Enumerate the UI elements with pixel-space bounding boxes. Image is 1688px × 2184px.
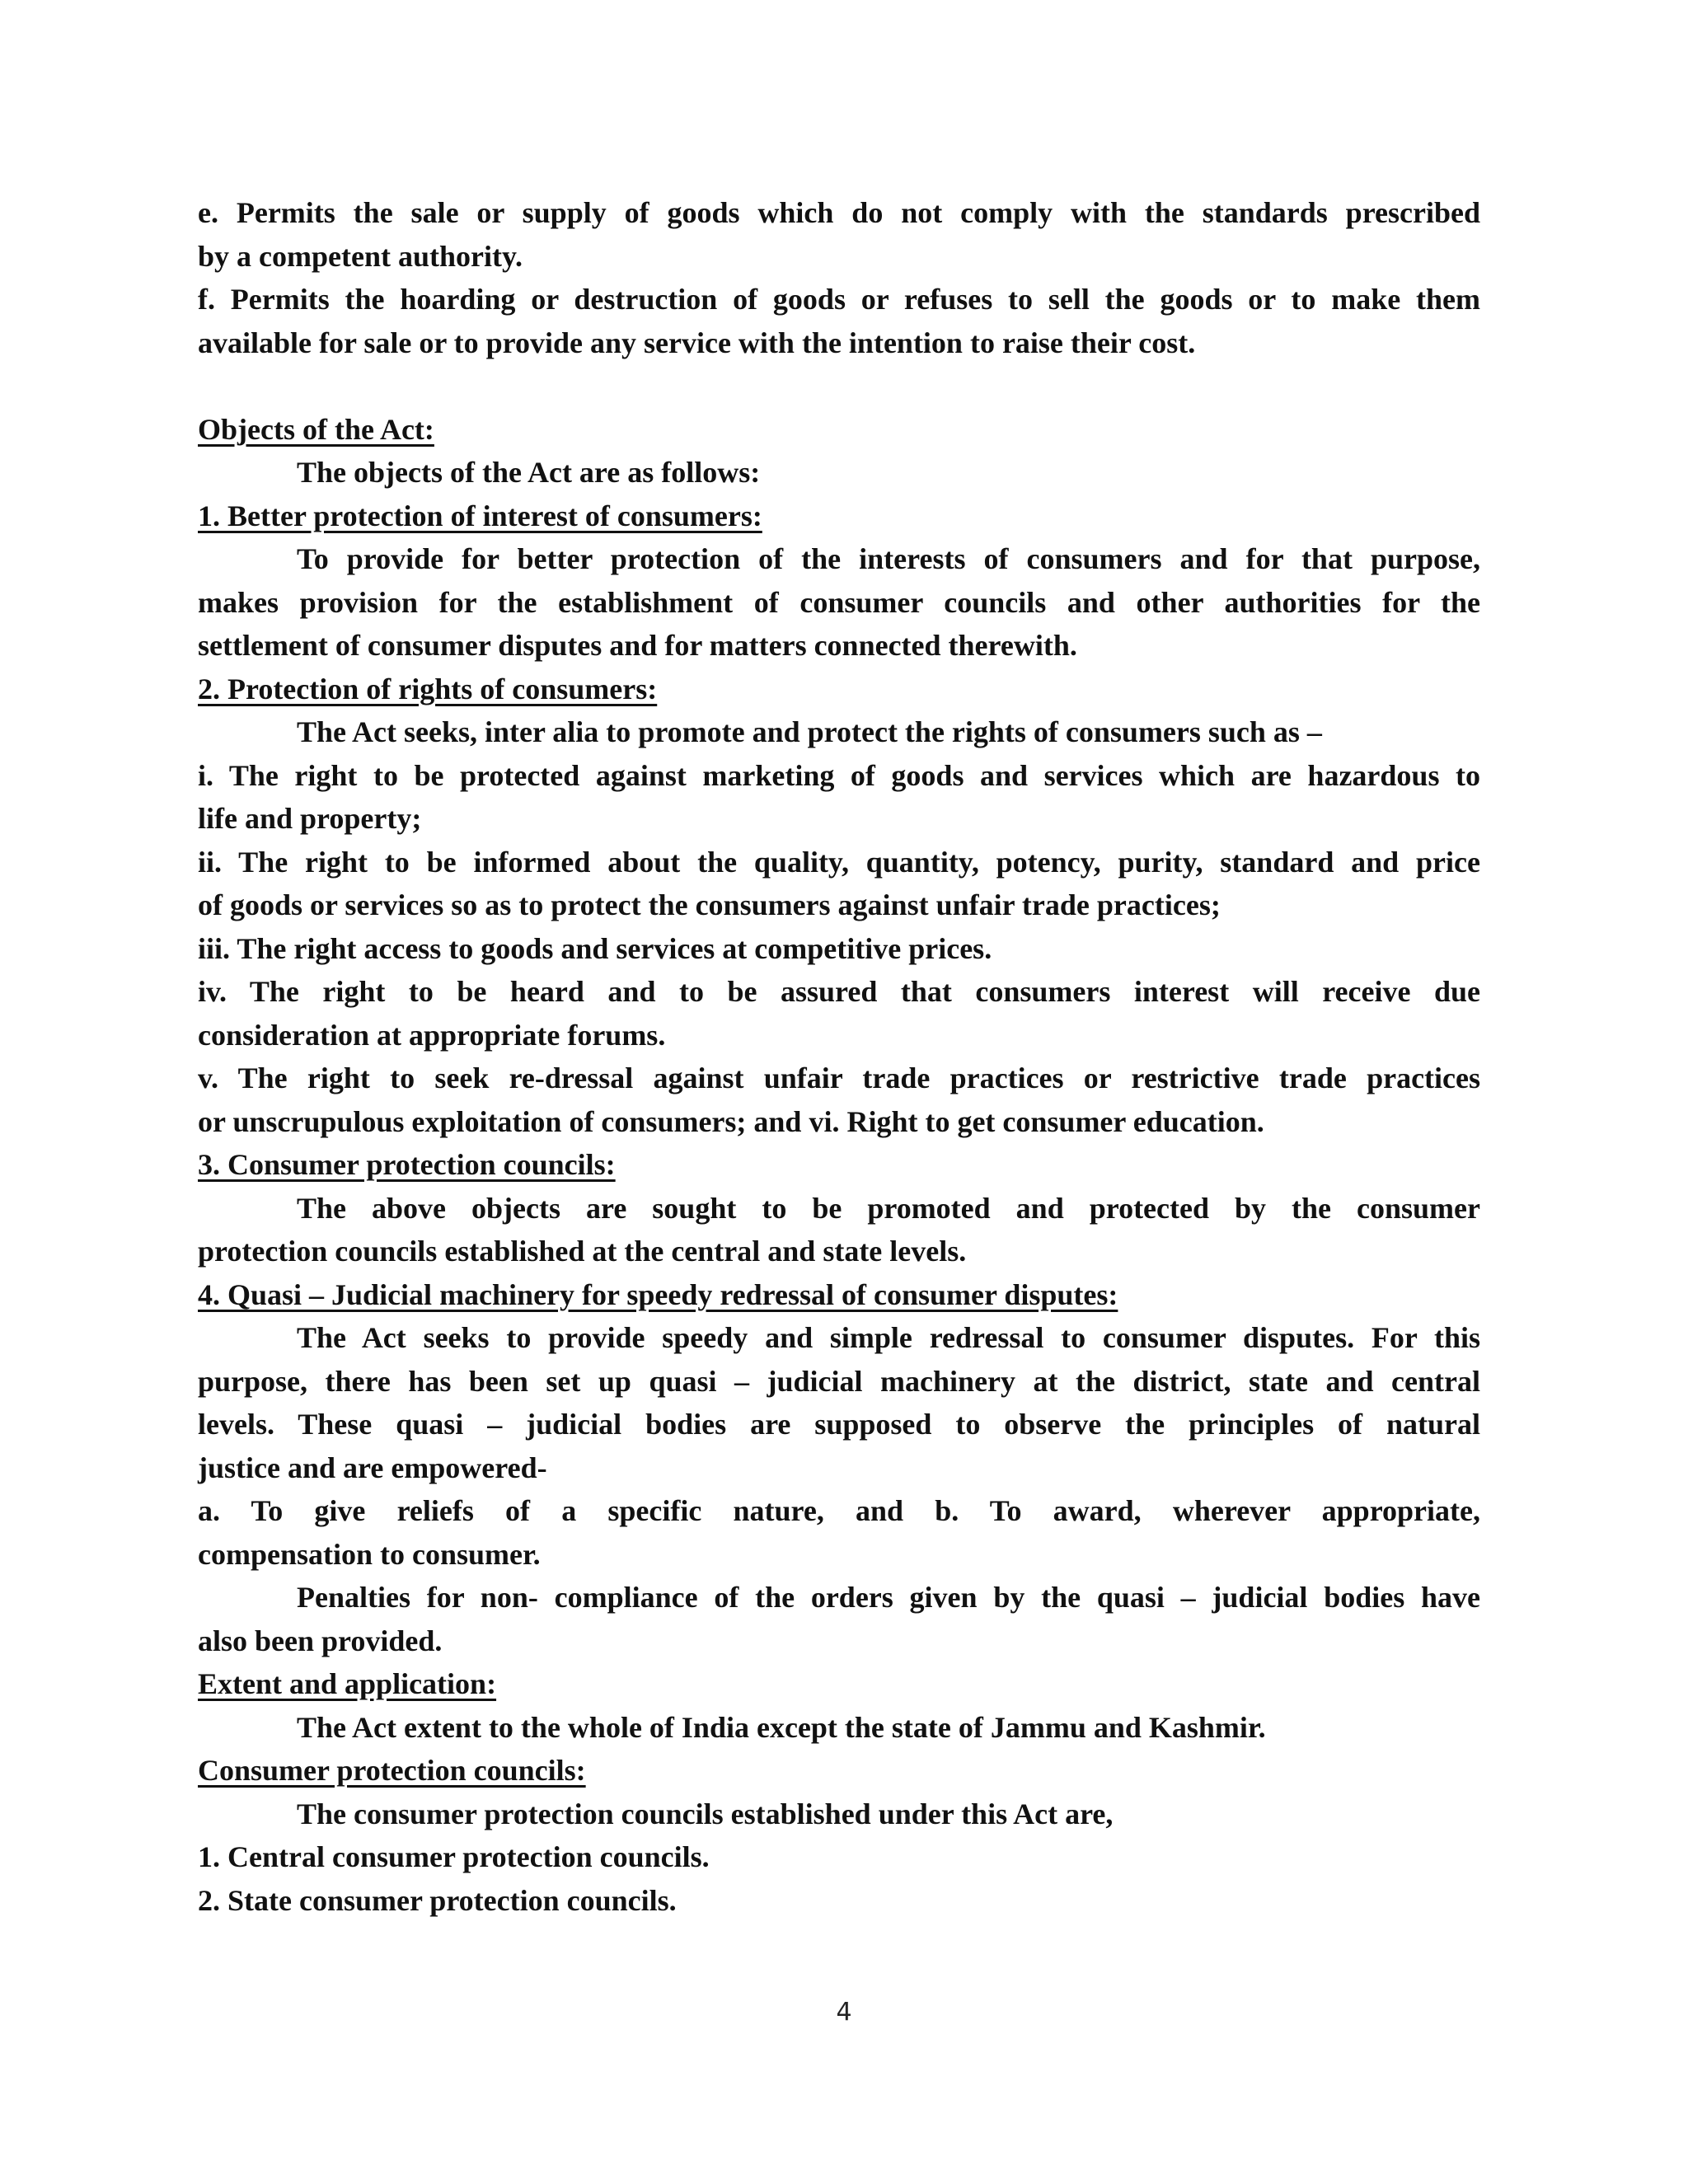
text-line: a. To give reliefs of a specific nature, and b. To award, wherever appropriate, [198,1494,1480,1527]
section-heading: 1. Better protection of interest of consumers: [198,499,762,532]
text-line: iv. The right to be heard and to be assured that consumers interest will receive due [198,975,1480,1008]
text-line: levels. These quasi – judicial bodies are supposed to observe the principles of natural [198,1408,1480,1441]
text-line: purpose, there has been set up quasi – judicial machinery at the district, state and central [198,1364,1480,1398]
text-line: The above objects are sought to be promoted and protected by the consumer [297,1191,1480,1225]
document-page [198,191,1480,1922]
text-line: also been provided. [198,1624,443,1657]
text-line: life and property; [198,802,422,835]
text-line: 1. Central consumer protection councils. [198,1840,710,1873]
text-line: e. Permits the sale or supply of goods which do not comply with the standards prescribed [198,196,1480,229]
text-line: The Act seeks to provide speedy and simple redressal to consumer disputes. For this [297,1321,1480,1354]
text-line: protection councils established at the central and state levels. [198,1235,967,1268]
text-line: compensation to consumer. [198,1537,541,1571]
text-line: consideration at appropriate forums. [198,1018,666,1052]
text-line: available for sale or to provide any service with the intention to raise their cost. [198,326,1196,359]
text-line: The Act extent to the whole of India except the state of Jammu and Kashmir. [297,1710,1266,1744]
text-line: Penalties for non- compliance of the orders given by the quasi – judicial bodies have [297,1581,1480,1614]
blank-line [198,364,1480,408]
text-line: To provide for better protection of the interests of consumers and for that purpose, [297,542,1480,575]
text-line: f. Permits the hoarding or destruction of goods or refuses to sell the goods or to make them [198,283,1480,316]
text-line: 2. State consumer protection councils. [198,1883,677,1917]
text-line: The consumer protection councils established under this Act are, [297,1797,1114,1830]
text-line: of goods or services so as to protect the consumers against unfair trade practices; [198,888,1221,921]
text-line: The Act seeks, inter alia to promote and protect the rights of consumers such as – [297,715,1322,748]
text-line: makes provision for the establishment of consumer councils and other authorities for the [198,585,1480,619]
text-line: settlement of consumer disputes and for matters connected therewith. [198,629,1077,662]
text-line: or unscrupulous exploitation of consumers; and vi. Right to get consumer education. [198,1104,1264,1138]
section-heading: Consumer protection councils: [198,1754,586,1787]
section-heading: 3. Consumer protection councils: [198,1148,616,1181]
text-line: iii. The right access to goods and services at competitive prices. [198,931,992,965]
text-line: by a competent authority. [198,239,523,273]
text-line: The objects of the Act are as follows: [297,456,761,489]
text-line: v. The right to seek re-dressal against unfair trade practices or restrictive trade practices [198,1062,1480,1094]
section-heading: 2. Protection of rights of consumers: [198,672,658,705]
page-number: 4 [836,1998,852,2027]
section-heading: Extent and application: [198,1667,497,1700]
section-heading: 4. Quasi – Judicial machinery for speedy redressal of consumer disputes: [198,1277,1118,1311]
section-heading: Objects of the Act: [198,412,434,446]
text-line: i. The right to be protected against marketing of goods and services which are hazardous to [198,758,1480,792]
text-line: justice and are empowered- [198,1451,547,1484]
text-line: ii. The right to be informed about the quality, quantity, potency, purity, standard and price [198,845,1480,879]
